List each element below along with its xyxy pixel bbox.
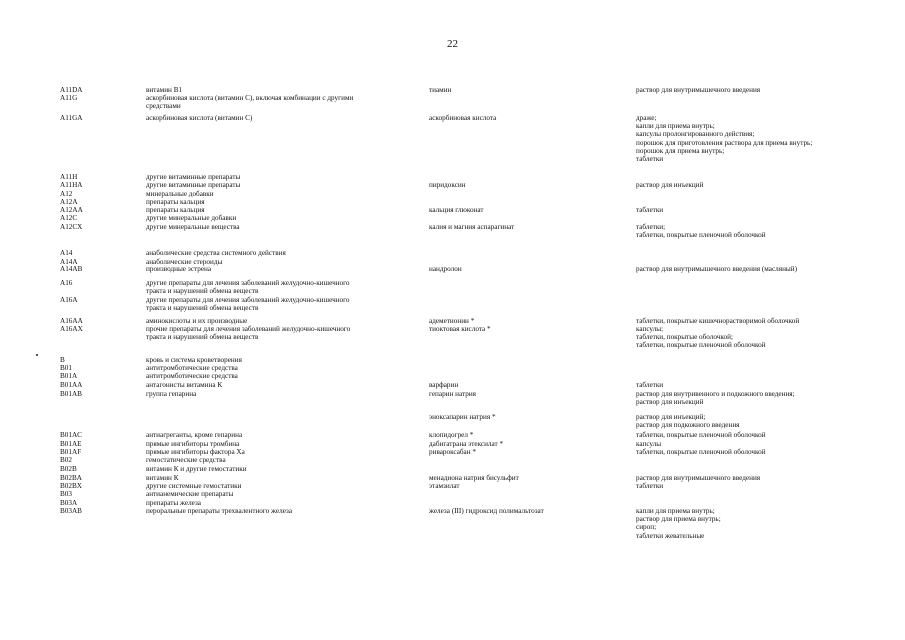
atc-code (60, 474, 82, 482)
group-name-line: минеральные добавки (146, 190, 214, 198)
atc-code (60, 214, 77, 222)
substance-name (429, 413, 496, 421)
group-name-line: тракта и нарушений обмена веществ (146, 304, 259, 313)
atc-code-line: A12C (60, 214, 78, 222)
atc-code (60, 181, 83, 189)
group-name-line: кровь и система кроветворения (146, 356, 242, 364)
substance-name (429, 474, 519, 482)
substance-name-line: клопидогрел * (429, 431, 474, 439)
dosage-form-line: раствор для инъекций (636, 181, 704, 189)
atc-code (60, 465, 77, 473)
dosage-form-line: капли для приема внутрь; (636, 507, 715, 515)
atc-code-line: B01A (60, 372, 78, 380)
atc-code (60, 381, 82, 389)
substance-name-line: аскорбиновая кислота (429, 114, 497, 122)
group-name-line: препараты кальция (146, 206, 205, 214)
dosage-form-line: раствор для подкожного введения (636, 421, 740, 430)
group-name-line: другие препараты для лечения заболеваний желудочно-кишечного (146, 279, 350, 287)
dosage-form (636, 431, 766, 439)
group-name (146, 431, 242, 439)
substance-name (429, 86, 451, 94)
dosage-form-line: таблетки, покрытые пленочной оболочкой (636, 448, 766, 456)
substance-name-line: менадиона натрия бисульфит (429, 474, 519, 482)
dosage-form-line: таблетки, покрытые пленочной оболочкой (636, 341, 766, 350)
group-name (146, 390, 196, 398)
dosage-form (636, 474, 760, 482)
substance-name-line: тиамин (429, 86, 452, 94)
substance-name (429, 482, 459, 490)
dosage-form-line: драже; (636, 114, 657, 122)
dosage-form-line: порошок для приема внутрь; (636, 146, 725, 155)
dosage-form-line: раствор для внутривенного и подкожного введения; (636, 390, 795, 398)
substance-name-line: пиридоксин (429, 181, 466, 189)
group-name-line: антиагреганты, кроме гепарина (146, 431, 243, 439)
group-name-line: препараты железа (146, 499, 201, 507)
dosage-form-line: порошок для приготовления раствора для приема внутрь; (636, 138, 813, 147)
group-name-line: тракта и нарушений обмена веществ (146, 333, 259, 342)
substance-name-line: эноксапарин натрия * (429, 413, 496, 421)
atc-code-line: A11GA (60, 114, 83, 122)
group-name-line: другие витаминные препараты (146, 181, 241, 189)
atc-code-line: A12 (60, 190, 73, 198)
group-name-line: антитромботические средства (146, 372, 238, 380)
group-name (146, 190, 214, 198)
atc-code-line: A14AB (60, 265, 83, 273)
group-name-line: анаболические средства системного действия (146, 249, 286, 257)
atc-code (60, 190, 72, 198)
group-name (146, 448, 245, 456)
group-name (146, 474, 179, 482)
atc-code (60, 173, 77, 181)
substance-name (429, 325, 491, 333)
dosage-form (636, 265, 797, 273)
substance-name (429, 206, 484, 214)
substance-name (429, 114, 496, 122)
group-name-line: витамин К и другие гемостатики (146, 465, 247, 473)
atc-code (60, 296, 78, 304)
group-name (146, 206, 205, 214)
dosage-form-line: таблетки (636, 155, 664, 164)
group-name (146, 198, 205, 206)
substance-name-line: адеметионин * (429, 317, 475, 325)
atc-code-line: B02BX (60, 482, 82, 490)
atc-code-line: B03AB (60, 507, 82, 515)
atc-code-line: B01AB (60, 390, 82, 398)
group-name-line: антагонисты витамина К (146, 381, 223, 389)
atc-code (60, 448, 81, 456)
substance-name (429, 265, 462, 273)
group-name (146, 296, 350, 312)
substance-name-line: калия и магния аспарагинат (429, 223, 515, 231)
substance-name-line: кальция глюконат (429, 206, 484, 214)
atc-code-line: B03A (60, 499, 78, 507)
dosage-form (636, 448, 766, 456)
atc-code (60, 265, 82, 273)
dosage-form-line: таблетки (636, 482, 664, 490)
atc-code-line: B (60, 356, 65, 364)
group-name-line: антитромботические средства (146, 364, 238, 372)
atc-code-line: B02 (60, 456, 72, 464)
atc-code-line: A11HA (60, 181, 83, 189)
atc-code (60, 356, 65, 364)
atc-code (60, 431, 82, 439)
group-name (146, 507, 292, 515)
substance-name (429, 390, 476, 398)
group-name-line: витамин К (146, 474, 179, 482)
group-name-line: средствами (146, 102, 181, 111)
atc-code-line: B01AF (60, 448, 82, 456)
substance-name (429, 431, 473, 439)
group-name-line: тракта и нарушений обмена веществ (146, 287, 259, 296)
dosage-form (636, 413, 739, 429)
substance-name (429, 448, 476, 456)
dosage-form-line: капсулы (636, 440, 662, 448)
atc-code-line: A12AA (60, 206, 83, 214)
substance-name (429, 381, 458, 389)
atc-code (60, 490, 72, 498)
atc-code (60, 499, 77, 507)
dosage-form-line: таблетки, покрытые пленочной оболочкой (636, 231, 766, 240)
substance-name-line: ривароксабан * (429, 448, 476, 456)
group-name-line: прямые ингибиторы фактора Ха (146, 448, 245, 456)
atc-code (60, 198, 78, 206)
atc-code-line: A11DA (60, 86, 83, 94)
atc-code (60, 317, 83, 325)
dosage-form (636, 381, 663, 389)
group-name-line: группа гепарина (146, 390, 197, 398)
atc-code-line: B02B (60, 465, 77, 473)
atc-code (60, 325, 83, 333)
group-name-line: аминокислоты и их производные (146, 317, 248, 325)
substance-name-line: варфарин (429, 381, 459, 389)
dosage-form-line: раствор для инъекций; (636, 413, 706, 421)
group-name-line: препараты кальция (146, 198, 205, 206)
group-name-line: прочие препараты для лечения заболеваний желудочно-кишечного (146, 325, 351, 333)
substance-name-line: этамзилат (429, 482, 460, 490)
atc-code (60, 249, 72, 257)
atc-code (60, 440, 82, 448)
dosage-form (636, 440, 661, 448)
dosage-form-line: раствор для внутримышечного введения (636, 86, 761, 94)
substance-name (429, 223, 514, 231)
substance-name (429, 181, 466, 189)
dosage-form-line: раствор для внутримышечного введения (636, 474, 761, 482)
group-name (146, 249, 286, 257)
group-name (146, 465, 247, 473)
atc-code (60, 223, 82, 231)
dosage-form-line: таблетки (636, 381, 664, 389)
group-name (146, 173, 240, 181)
group-name (146, 265, 211, 273)
atc-code-line: A16 (60, 279, 73, 287)
group-name (146, 317, 247, 325)
atc-code-line: B01 (60, 364, 72, 372)
atc-code (60, 456, 72, 464)
dosage-form (636, 114, 812, 163)
group-name (146, 181, 240, 189)
group-name-line: анаболические стероиды (146, 258, 223, 266)
atc-code-line: B01AA (60, 381, 83, 389)
substance-name-line: нандролон (429, 265, 462, 273)
dosage-form-line: таблетки жевательные (636, 531, 705, 540)
group-name (146, 279, 350, 295)
group-name-line: другие витаминные препараты (146, 173, 241, 181)
atc-code (60, 372, 77, 380)
dosage-form-line: таблетки, покрытые пленочной оболочкой (636, 431, 766, 439)
dosage-form-line: раствор для инъекций (636, 398, 704, 407)
group-name (146, 86, 182, 94)
atc-code-line: A16AA (60, 317, 83, 325)
atc-code (60, 364, 72, 372)
dosage-form-line: капсулы пролонгированного действия; (636, 130, 755, 139)
atc-code (60, 86, 83, 94)
atc-code-line: A16AX (60, 325, 83, 333)
group-name (146, 356, 242, 364)
group-name (146, 223, 240, 231)
group-name-line: другие минеральные вещества (146, 223, 240, 231)
substance-name-line: гепарин натрия (429, 390, 476, 398)
dosage-form-line: сироп; (636, 523, 657, 532)
dosage-form (636, 206, 663, 214)
atc-code (60, 507, 82, 515)
group-name (146, 490, 233, 498)
group-name (146, 381, 222, 389)
atc-code-line: B02BA (60, 474, 82, 482)
substance-name (429, 440, 503, 448)
atc-code (60, 390, 82, 398)
atc-code-line: B03 (60, 490, 72, 498)
group-name-line: другие препараты для лечения заболеваний желудочно-кишечного (146, 296, 350, 304)
group-name (146, 325, 350, 341)
atc-code-line: B01AC (60, 431, 82, 439)
group-name (146, 364, 238, 372)
group-name (146, 499, 201, 507)
dosage-form-line: капсулы; (636, 325, 664, 333)
dosage-form-line: таблетки; (636, 223, 666, 231)
group-name (146, 440, 239, 448)
group-name-line: другие системные гемостатики (146, 482, 242, 490)
dosage-form (636, 482, 663, 490)
atc-code-line: A12A (60, 198, 78, 206)
dosage-form-line: таблетки, покрытые кишечнорастворимой оболочкой (636, 317, 800, 325)
dosage-form (636, 181, 703, 189)
group-name (146, 482, 241, 490)
group-name-line: производные эстрена (146, 265, 212, 273)
group-name-line: гемостатические средства (146, 456, 226, 464)
substance-name-line: дабигатрана этексилат * (429, 440, 504, 448)
dosage-form (636, 390, 795, 406)
group-name-line: другие минеральные добавки (146, 214, 237, 222)
atc-code (60, 114, 83, 122)
dosage-form-line: раствор для внутримышечного введения (масляный) (636, 265, 797, 273)
dosage-form-line: раствор для приема внутрь; (636, 515, 721, 524)
dosage-form (636, 223, 766, 239)
group-name-line: прямые ингибиторы тромбина (146, 440, 240, 448)
atc-code-line: B01AE (60, 440, 82, 448)
substance-name (429, 317, 474, 325)
margin-dot (36, 354, 38, 356)
atc-code-line: A14 (60, 249, 73, 257)
dosage-form-line: таблетки, покрытые оболочкой; (636, 333, 733, 342)
dosage-form (636, 325, 766, 350)
group-name (146, 456, 226, 464)
dosage-form-line: таблетки (636, 206, 664, 214)
dosage-form (636, 317, 799, 325)
group-name (146, 114, 252, 122)
atc-code-line: A11H (60, 173, 78, 181)
atc-code (60, 206, 83, 214)
group-name-line: антианемические препараты (146, 490, 234, 498)
substance-name-line: железа (III) гидроксид полимальтозат (429, 507, 544, 515)
group-name-line: аскорбиновая кислота (витамин С) (146, 114, 253, 122)
atc-code (60, 482, 82, 490)
group-name-line: аскорбиновая кислота (витамин С), включая комбинации с другими (146, 94, 354, 102)
dosage-form (636, 86, 760, 94)
group-name-line: пероральные препараты трехвалентного железа (146, 507, 293, 515)
atc-code-line: A12CX (60, 223, 83, 231)
group-name (146, 94, 353, 110)
dosage-form (636, 507, 721, 540)
group-name-line: витамин В1 (146, 86, 183, 94)
group-name (146, 214, 236, 222)
atc-code-line: A11G (60, 94, 78, 102)
atc-code-line: A14A (60, 258, 78, 266)
atc-code (60, 94, 77, 102)
substance-name-line: тиоктовая кислота * (429, 325, 491, 333)
substance-name (429, 507, 544, 515)
page-number: 22 (447, 38, 458, 50)
dosage-form-line: капли для приема внутрь; (636, 122, 715, 131)
atc-code-line: A16A (60, 296, 78, 304)
atc-code (60, 279, 72, 287)
group-name (146, 372, 238, 380)
